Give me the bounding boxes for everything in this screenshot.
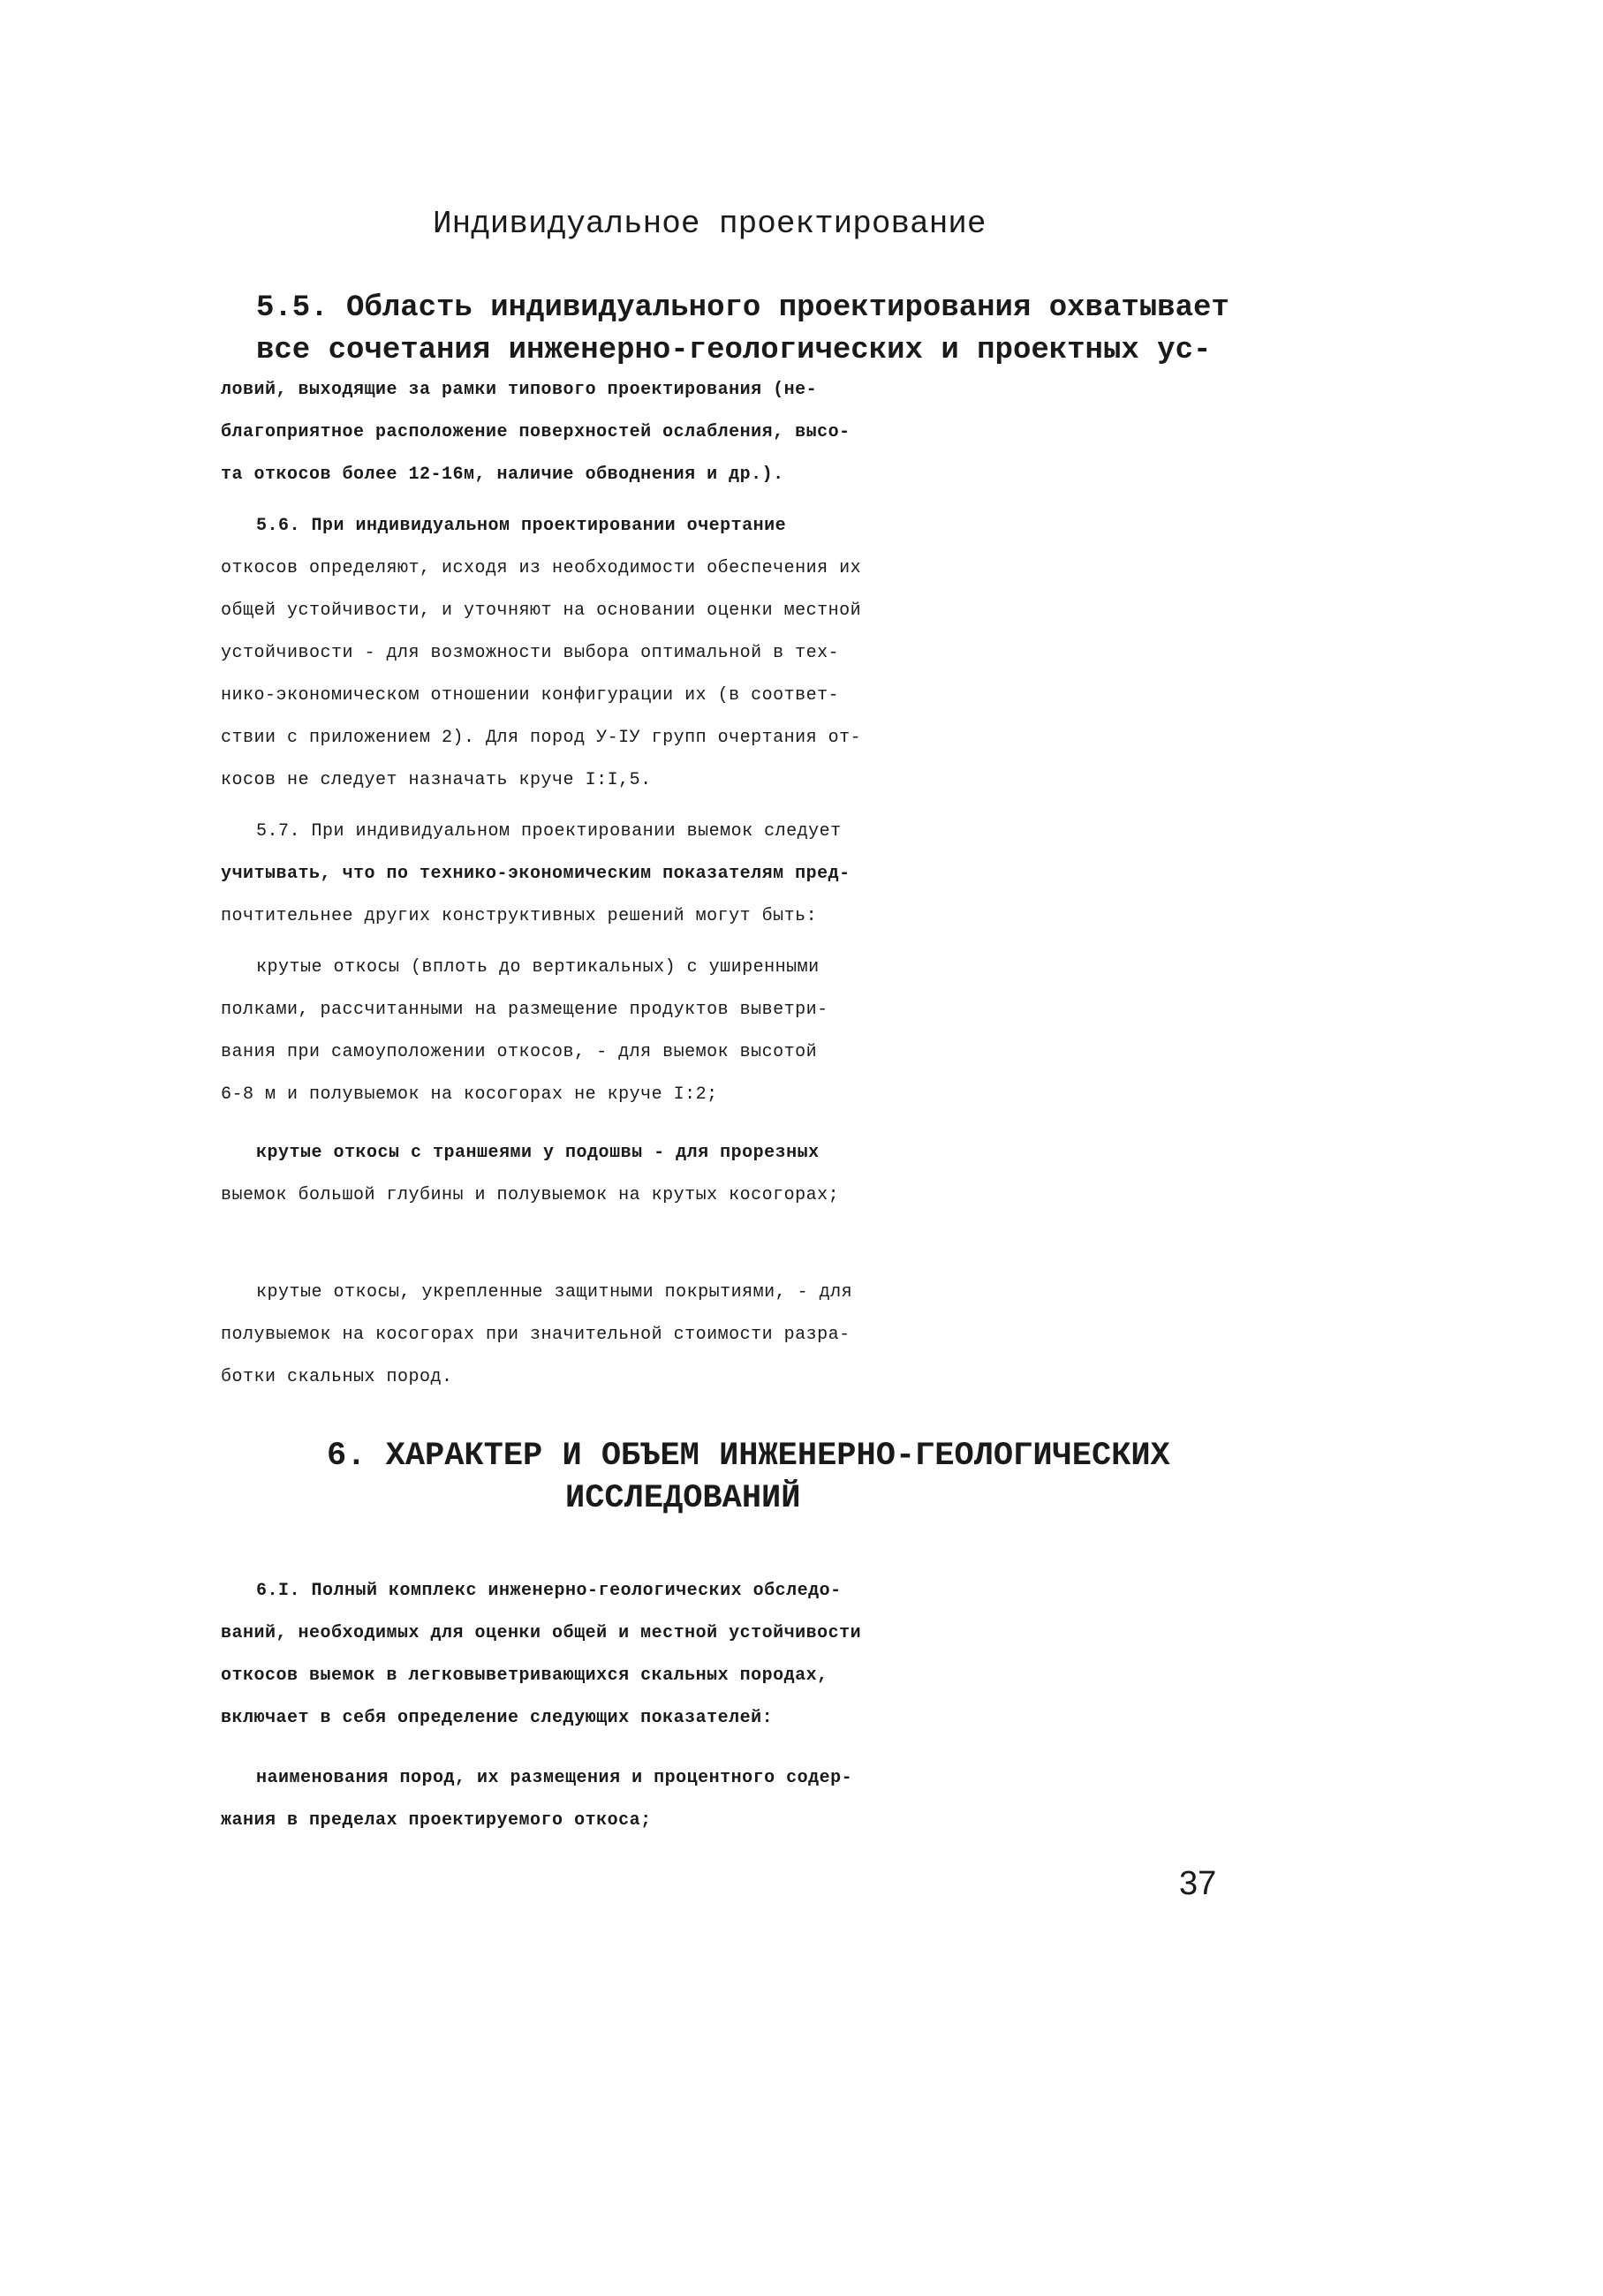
text-line: ствии с приложением 2). Для пород У-IУ групп очертания от-: [221, 728, 862, 748]
text-line: устойчивости - для возможности выбора оптимальной в тех-: [221, 643, 840, 663]
text-line: крутые откосы (вплоть до вертикальных) с уширенными: [256, 957, 820, 978]
text-line: наименования пород, их размещения и процентного содер-: [256, 1768, 853, 1788]
text-line: крутые откосы с траншеями у подошвы - для прорезных: [256, 1143, 820, 1163]
text-line: ловий, выходящие за рамки типового проектирования (не-: [221, 380, 818, 400]
page-title: Индивидуальное проектирование: [433, 206, 987, 242]
text-line: учитывать, что по технико-экономическим показателям пред-: [221, 864, 851, 884]
text-line: 5.6. При индивидуальном проектировании очертание: [256, 516, 787, 536]
text-line: благоприятное расположение поверхностей ослабления, высо-: [221, 422, 851, 442]
text-line: 6-8 м и полувыемок на косогорах не круче I:2;: [221, 1084, 718, 1105]
text-line: нико-экономическом отношении конфигурации их (в соответ-: [221, 685, 840, 706]
text-line: откосов определяют, исходя из необходимости обеспечения их: [221, 558, 862, 578]
text-line: 5.5. Область индивидуального проектирования охватывает все сочетания инженерно-геологических и проектных ус-: [256, 291, 1229, 367]
text-line: 6.I. Полный комплекс инженерно-геологических обследо-: [256, 1581, 842, 1601]
text-line: вания при самоуположении откосов, - для выемок высотой: [221, 1042, 818, 1062]
text-line: косов не следует назначать круче I:I,5.: [221, 770, 652, 790]
text-line: включает в себя определение следующих показателей:: [221, 1708, 774, 1728]
section-heading: ИССЛЕДОВАНИЙ: [565, 1480, 801, 1517]
text-line: полками, рассчитанными на размещение продуктов выветри-: [221, 1000, 828, 1020]
text-line: общей устойчивости, и уточняют на основании оценки местной: [221, 600, 862, 621]
text-line: откосов выемок в легковыветривающихся скальных породах,: [221, 1665, 828, 1686]
text-line: крутые откосы, укрепленные защитными покрытиями, - для: [256, 1282, 853, 1303]
section-heading: 6. ХАРАКТЕР И ОБЪЕМ ИНЖЕНЕРНО-ГЕОЛОГИЧЕСКИХ: [327, 1438, 1170, 1475]
text-line: жания в пределах проектируемого откоса;: [221, 1810, 652, 1831]
text-line: та откосов более 12-16м, наличие обводнения и др.).: [221, 464, 784, 485]
text-line: выемок большой глубины и полувыемок на крутых косогорах;: [221, 1185, 840, 1205]
text-line: полувыемок на косогорах при значительной стоимости разра-: [221, 1325, 851, 1345]
text-line: почтительнее других конструктивных решений могут быть:: [221, 906, 818, 926]
text-line: ботки скальных пород.: [221, 1367, 453, 1387]
text-line: ваний, необходимых для оценки общей и местной устойчивости: [221, 1623, 862, 1643]
page-number: 37: [1179, 1865, 1217, 1902]
text-line: 5.7. При индивидуальном проектировании выемок следует: [256, 821, 842, 842]
